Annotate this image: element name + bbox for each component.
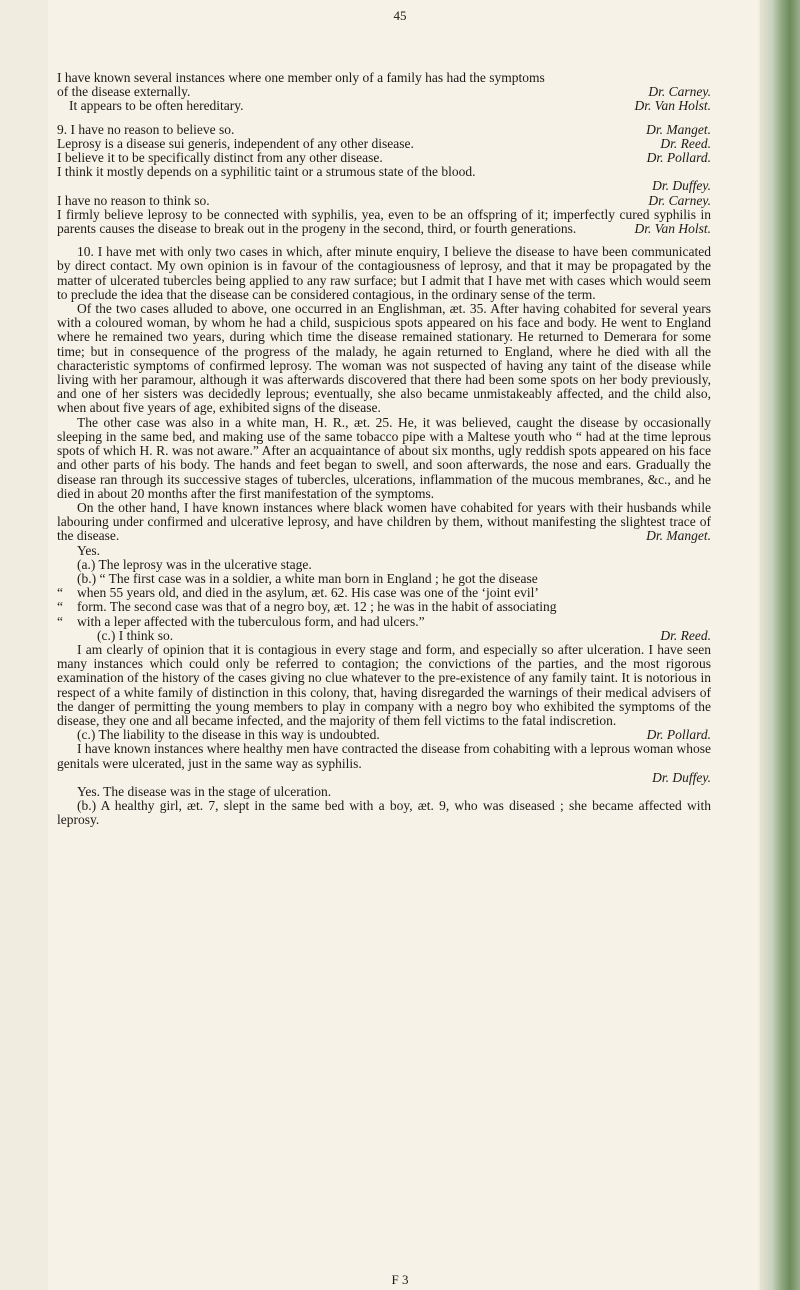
text-line: with a leper affected with the tuberculous form, and had ulcers.”	[77, 613, 425, 629]
signature: Dr. Pollard.	[646, 150, 711, 166]
text-line: I have no reason to think so.	[57, 192, 210, 208]
signature: Dr. Duffey.	[652, 178, 711, 194]
signature: Dr. Van Holst.	[634, 98, 711, 114]
paragraph: I have known several instances where one member only of a family has had the symptoms	[57, 70, 545, 85]
paragraph: I have known instances where healthy men have contracted the disease from cohabiting with a leprous woman whose genitals were ulcerated, just in the same way as syphilis.	[57, 741, 711, 771]
signed-line	[57, 137, 711, 151]
text-line: (c.) I think so.	[97, 627, 174, 643]
signed-line	[57, 151, 711, 165]
signed-line	[57, 728, 711, 742]
signature-mark: F 3	[391, 1272, 409, 1287]
page-number: 45	[393, 8, 407, 23]
paragraph: On the other hand, I have known instances where black women have cohabited for years with their husbands while labouring under confirmed and ulcerative leprosy, and have children by them, without manifesting the slightest trace of the disease.	[57, 499, 711, 544]
signature: Dr. Manget.	[646, 528, 711, 544]
text-line: Yes. The disease was in the stage of ulceration.	[77, 783, 332, 799]
paragraph: (b.) A healthy girl, æt. 7, slept in the same bed with a boy, æt. 9, who was diseased ; she became affected with leprosy.	[57, 798, 711, 828]
signature: Dr. Duffey.	[652, 769, 711, 785]
text-line: (c.) The liability to the disease in this way is undoubted.	[77, 727, 380, 743]
text-line: Yes.	[77, 542, 101, 558]
signature: Dr. Reed.	[660, 627, 711, 643]
signed-line	[57, 194, 711, 208]
signature: Dr. Manget.	[646, 121, 711, 137]
quoted-line: “ with a leper affected with the tuberculous form, and had ulcers.”	[57, 615, 711, 629]
signature: Dr. Carney.	[648, 192, 711, 208]
signed-line	[57, 123, 711, 137]
text-line: I believe it to be specifically distinct from any other disease.	[57, 150, 383, 166]
quoted-line: “ form. The second case was that of a negro boy, æt. 12 ; he was in the habit of associating	[57, 600, 711, 614]
paragraph: I am clearly of opinion that it is contagious in every stage and form, and especially so after ulceration. I have seen many instances which could only be referred to contagion; the convictions of the parties, and the most rigorous examination of the history of the cases giving no clue whatever to the pre-existence of any family taint. It is notorious in respect of a white family of distinction in this colony, that, having disregarded the warnings of their medical advisers of the danger of permitting the young members to play in company with a negro boy who exhibited the symptoms of the disease, they one and all became infected, and the majority of them fell victims to the fatal indiscretion.	[57, 641, 711, 728]
text-line: (b.) “ The first case was in a soldier, a white man born in England ; he got the disease	[77, 570, 538, 586]
signature: Dr. Reed.	[660, 135, 711, 151]
book-spine-edge	[760, 0, 800, 1290]
text-line: when 55 years old, and died in the asylum, æt. 62. His case was one of the ‘joint evil’	[77, 585, 539, 601]
signature: Dr. Van Holst.	[634, 221, 711, 237]
signed-line	[57, 629, 711, 643]
paragraph: I firmly believe leprosy to be connected with syphilis, yea, even to be an offspring of it; imperfectly cured syphilis in parents causes the disease to break out in the progeny in the second, third, or fourth generations.	[57, 206, 711, 237]
text-line: I think it mostly depends on a syphilitic taint or a strumous state of the blood.	[57, 164, 476, 180]
signed-line	[57, 85, 711, 99]
text-line: 9. I have no reason to believe so.	[57, 121, 235, 137]
text-column	[57, 71, 711, 828]
text-line: Leprosy is a disease sui generis, independent of any other disease.	[57, 135, 414, 151]
text-line: It appears to be often hereditary.	[69, 98, 244, 114]
text-line: form. The second case was that of a negro boy, æt. 12 ; he was in the habit of associating	[77, 599, 557, 615]
paragraph: The other case was also in a white man, H. R., æt. 25. He, it was believed, caught the disease by occasionally sleeping in the same bed, and making use of the same tobacco pipe with a Maltese youth who “ had at the time leprous spots of which H. R. was not aware.” After an acquaintance of about six months, ugly reddish spots appeared on his face and other parts of his body. The hands and feet began to swell, and soon afterwards, the nose and ears. Gradually the disease ran through its successive stages of tubercles, ulcerations, inflammation of the mucous membranes, &c., and he died in about 20 months after the first manifestation of the symptoms.	[57, 414, 711, 501]
text-line: of the disease externally.	[57, 84, 191, 100]
signed-line	[57, 99, 711, 113]
paragraph: Of the two cases alluded to above, one occurred in an Englishman, æt. 35. After having cohabited for several years with a coloured woman, by whom he had a child, suspicious spots appeared on his face and body. He went to England where he remained two years, during which time the disease remained stationary. He returned to Demerara for some time; but in consequence of the progress of the malady, he again returned to England, where he died with all the characteristic symptoms of confirmed leprosy. The woman was not suspected of having any taint of the disease while living with her paramour, although it was afterwards discovered that there had been some spots on her body previously, and one of her sisters was decidedly leprous; eventually, she also became unmistakeably affected, and the child also, when about five years of age, exhibited signs of the disease.	[57, 301, 711, 416]
signature: Dr. Pollard.	[646, 727, 711, 743]
signature: Dr. Carney.	[648, 84, 711, 100]
text-line: (a.) The leprosy was in the ulcerative stage.	[77, 556, 312, 572]
paragraph: 10. I have met with only two cases in which, after minute enquiry, I believe the disease to have been communicated by direct contact. My own opinion is in favour of the contagiousness of leprosy, and that it may be propagated by the matter of ulcerated tubercles being applied to any raw surface; but I admit that I have met with cases which would seem to preclude the idea that the disease can be considered contagious, in the ordinary sense of the term.	[57, 244, 711, 302]
quoted-line: “ when 55 years old, and died in the asylum, æt. 62. His case was one of the ‘joint evil’	[57, 586, 711, 600]
